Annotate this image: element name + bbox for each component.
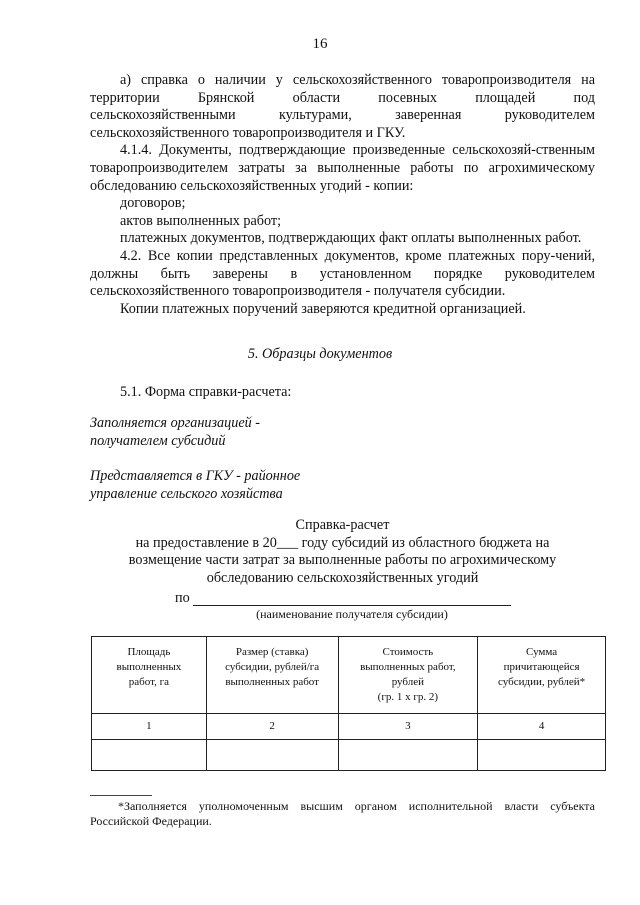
header-rate-l3: выполненных работ xyxy=(225,676,319,688)
section-title: 5. Образцы документов xyxy=(247,346,393,362)
footnote-divider xyxy=(90,795,152,796)
submitted-to-note xyxy=(90,467,300,503)
para-4-2: 4.2. Все копии представленных документов, кроме платежных пору-чений, должны быть заверены в установленном порядке руководителем сельскохозяйственного товаропроизводителя - получателя субсидии. xyxy=(90,247,595,300)
table-cell xyxy=(478,740,606,771)
document-title-line4: обследованию сельскохозяйственных угодий xyxy=(206,569,479,586)
header-area-l1: Площадь xyxy=(127,646,171,658)
list-item-contracts: договоров; xyxy=(120,195,186,212)
para-4-1-4: 4.1.4. Документы, подтверждающие произведенные сельскохозяй-ственным товаропроизводителем затраты за выполненные работы по агрохимическому обследованию сельскохозяйственных угодий - копии: xyxy=(90,142,595,194)
recipient-caption: (наименование получателя субсидии) xyxy=(256,607,448,621)
para-a-line1: а) справка о наличии у сельскохозяйственного товаропроизводителя на xyxy=(120,72,595,88)
header-cost-l4: (гр. 1 х гр. 2) xyxy=(377,691,439,703)
column-number: 2 xyxy=(206,714,338,740)
table-cell xyxy=(338,740,478,771)
table-empty-row xyxy=(92,740,606,771)
header-cost xyxy=(338,637,478,714)
filled-by-note-line2: получателем субсидий xyxy=(90,433,226,449)
footnote-text: *Заполняется уполномоченным высшим органом исполнительной власти субъекта Российской Федерации. xyxy=(90,799,595,828)
table-cell xyxy=(206,740,338,771)
header-area-l3: работ, га xyxy=(128,676,169,688)
header-subsidy-l1: Сумма xyxy=(526,646,558,658)
header-cost-l3: рублей xyxy=(391,676,424,688)
body-text xyxy=(90,72,595,318)
submitted-to-note-line1: Представляется в ГКУ - районное xyxy=(90,468,301,484)
document-title-line2: на предоставление в 20___ году субсидий из областного бюджета на xyxy=(135,534,550,551)
header-subsidy-l3: субсидии, рублей* xyxy=(498,676,586,688)
header-rate xyxy=(206,637,338,714)
column-number: 3 xyxy=(338,714,478,740)
header-cost-l2: выполненных работ, xyxy=(360,661,456,673)
table-header-row xyxy=(92,637,606,714)
page-number: 16 xyxy=(312,36,328,52)
table-cell xyxy=(92,740,207,771)
list-item-acts: актов выполненных работ; xyxy=(120,212,282,229)
header-rate-l2: субсидии, рублей/га xyxy=(225,661,320,673)
calculation-table xyxy=(91,636,606,771)
header-area-l2: выполненных xyxy=(116,661,182,673)
recipient-blank-line xyxy=(193,605,511,606)
header-cost-l1: Стоимость xyxy=(382,646,434,658)
filled-by-note xyxy=(90,414,260,450)
document-title-line3: возмещение части затрат за выполненные работы по агрохимическому xyxy=(128,552,557,569)
header-subsidy xyxy=(478,637,606,714)
form-label: 5.1. Форма справки-расчета: xyxy=(120,384,292,400)
header-subsidy-l2: причитающейся xyxy=(503,661,580,673)
header-rate-l1: Размер (ставка) xyxy=(235,646,309,658)
header-area xyxy=(92,637,207,714)
para-copies: Копии платежных поручений заверяются кредитной организацией. xyxy=(120,300,526,317)
list-item-payments: платежных документов, подтверждающих факт оплаты выполненных работ. xyxy=(120,230,582,247)
column-number: 4 xyxy=(478,714,606,740)
table-number-row xyxy=(92,714,606,740)
footnote xyxy=(90,799,595,829)
recipient-label: по xyxy=(175,590,190,606)
document-title xyxy=(90,517,595,587)
column-number: 1 xyxy=(92,714,207,740)
submitted-to-note-line2: управление сельского хозяйства xyxy=(90,486,283,502)
para-a-line3: сельскохозяйственными культурами, заверенная руководителем xyxy=(90,107,595,124)
para-a-line2: территории Брянской области посевных площадей под xyxy=(90,89,595,106)
document-title-line1: Справка-расчет xyxy=(295,517,390,533)
para-a-line4: сельскохозяйственного товаропроизводителя и ГКУ. xyxy=(90,124,406,141)
filled-by-note-line1: Заполняется организацией - xyxy=(90,415,260,431)
